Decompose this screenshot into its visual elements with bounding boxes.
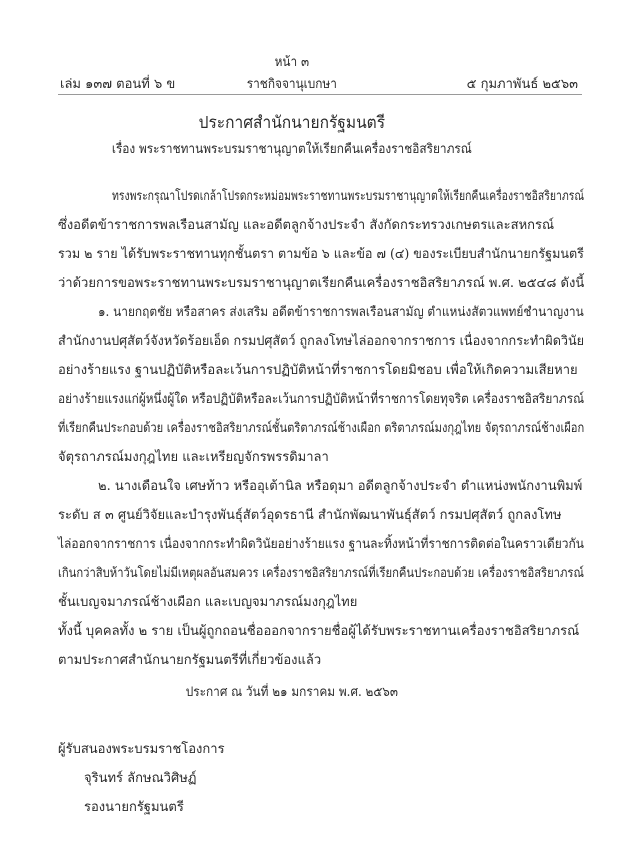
body-line: ระดับ ส ๓ ศูนย์วิจัยและบำรุงพันธุ์สัตว์อุดรธานี สำนักพัฒนาพันธุ์สัตว์ กรมปศุสัตว์ ถูกลงโทษ [58, 508, 562, 523]
body-line: เกินกว่าสิบห้าวันโดยไม่มีเหตุผลอันสมควร เครื่องราชอิสริยาภรณ์ที่เรียกคืนประกอบด้วย เครื่องราชอิสริยาภรณ์ [58, 566, 584, 581]
body-line: ว่าด้วยการขอพระราชทานพระบรมราชานุญาตเรียกคืนเครื่องราชอิสริยาภรณ์ พ.ศ. ๒๕๔๘ ดังนี้ [58, 276, 585, 291]
signature-role: ผู้รับสนองพระบรมราชโองการ [58, 742, 225, 757]
volume-issue: เล่ม ๑๓๗ ตอนที่ ๖ ข [60, 77, 176, 92]
body-line: ทั้งนี้ บุคคลทั้ง ๒ ราย เป็นผู้ถูกถอนชื่อออกจากรายชื่อผู้ได้รับพระราชทานเครื่องราชอิสริยาภรณ์ [58, 624, 580, 639]
header-divider [58, 94, 582, 95]
body-line: ทรงพระกรุณาโปรดเกล้าโปรดกระหม่อมพระราชทานพระบรมราชานุญาตให้เรียกคืนเครื่องราชอิสริยาภรณ์ [112, 189, 585, 204]
signatory-position: รองนายกรัฐมนตรี [84, 800, 184, 815]
body-line: ซึ่งอดีตข้าราชการพลเรือนสามัญ และอดีตลูกจ้างประจำ สังกัดกระทรวงเกษตรและสหกรณ์ [58, 218, 555, 233]
gazette-name: ราชกิจจานุเบกษา [246, 77, 337, 92]
body-line: อย่างร้ายแรง ฐานปฏิบัติหรือละเว้นการปฏิบัติหน้าที่ราชการโดยมิชอบ เพื่อให้เกิดความเสียหาย [58, 363, 578, 378]
body-line: สำนักงานปศุสัตว์จังหวัดร้อยเอ็ด กรมปศุสัตว์ ถูกลงโทษไล่ออกจากราชการ เนื่องจากกระทำผิดวินัย [58, 334, 585, 349]
body-line: ที่เรียกคืนประกอบด้วย เครื่องราชอิสริยาภรณ์ชั้นตริตาภรณ์ช้างเผือก ตริตาภรณ์มงกุฎไทย จัตุรถาภรณ์ช้างเผือก [58, 421, 585, 436]
signatory-name: จุรินทร์ ลักษณวิศิษฏ์ [84, 771, 197, 786]
body-line: จัตุรถาภรณ์มงกุฎไทย และเหรียญจักรพรรดิมาลา [58, 450, 329, 465]
body-line: ๒. นางเดือนใจ เศษท้าว หรืออุเต้านิล หรือดุมา อดีตลูกจ้างประจำ ตำแหน่งพนักงานพิมพ์ [98, 479, 583, 494]
announcement-title: ประกาศสำนักนายกรัฐมนตรี [198, 113, 386, 133]
body-line: รวม ๒ ราย ได้รับพระราชทานทุกชั้นตรา ตามข้อ ๖ และข้อ ๗ (๔) ของระเบียบสำนักนายกรัฐมนตรี [58, 247, 584, 262]
page-number: หน้า ๓ [274, 55, 310, 70]
gazette-date: ๕ กุมภาพันธ์ ๒๕๖๓ [466, 77, 578, 92]
announcement-date: ประกาศ ณ วันที่ ๒๑ มกราคม พ.ศ. ๒๕๖๓ [185, 685, 398, 700]
body-line: ตามประกาศสำนักนายกรัฐมนตรีที่เกี่ยวข้องแล้ว [58, 653, 322, 668]
body-line: อย่างร้ายแรงแก่ผู้หนึ่งผู้ใด หรือปฏิบัติหรือละเว้นการปฏิบัติหน้าที่ราชการโดยทุจริต เครื่องราชอิสริยาภรณ์ [58, 392, 585, 407]
body-line: ไล่ออกจากราชการ เนื่องจากกระทำผิดวินัยอย่างร้ายแรง ฐานละทิ้งหน้าที่ราชการติดต่อในคราวเดียวกัน [58, 537, 584, 552]
body-line: ชั้นเบญจมาภรณ์ช้างเผือก และเบญจมาภรณ์มงกุฎไทย [58, 595, 358, 610]
announcement-subject: เรื่อง พระราชทานพระบรมราชานุญาตให้เรียกคืนเครื่องราชอิสริยาภรณ์ [111, 142, 472, 157]
body-line: ๑. นายกฤตชัย หรือสาคร ส่งเสริม อดีตข้าราชการพลเรือนสามัญ ตำแหน่งสัตวแพทย์ชำนาญงาน [98, 305, 584, 320]
